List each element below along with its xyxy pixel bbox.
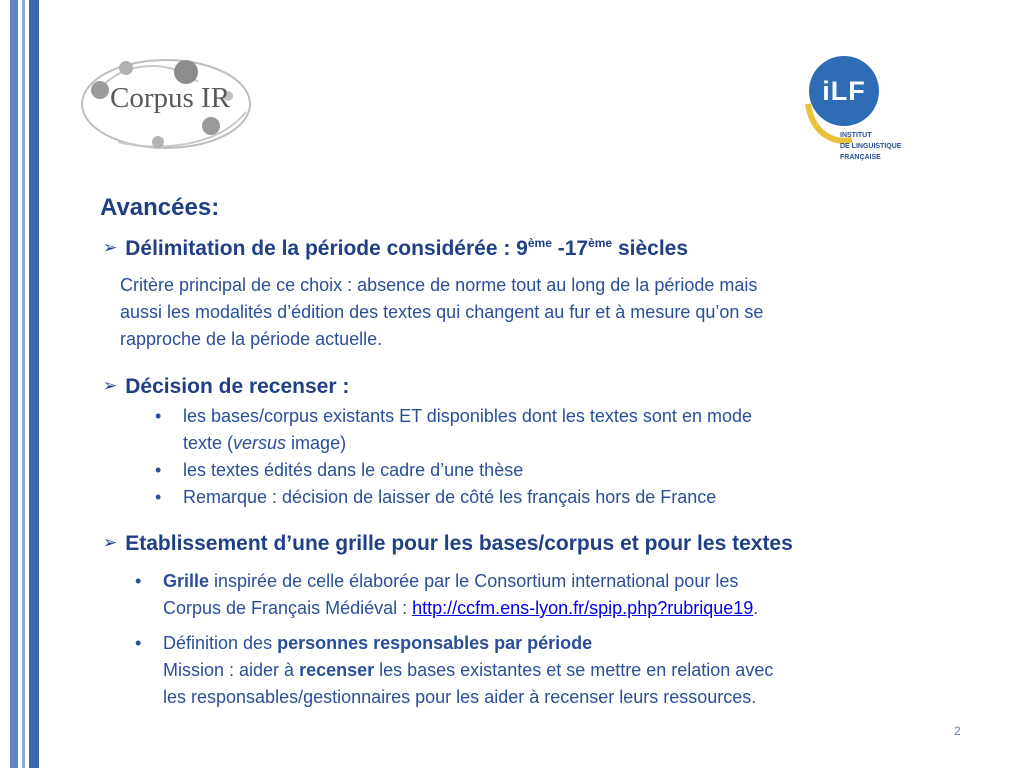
left-decor-bar-thin	[22, 0, 25, 768]
bullet-icon: •	[155, 487, 162, 507]
ccfm-link[interactable]: http://ccfm.ens-lyon.fr/spip.php?rubrique19	[412, 598, 754, 618]
ilf-logo-caption: INSTITUT DE LINGUISTIQUE FRANÇAISE	[840, 132, 902, 161]
arrow-bullet-icon: ➢	[103, 238, 118, 257]
corpus-ir-logo	[78, 52, 260, 160]
section-1-heading: ➢ Délimitation de la période considérée : 9ème -17ème siècles	[103, 236, 689, 260]
list-item: • Remarque : décision de laisser de côté les français hors de France	[183, 484, 716, 511]
list-item: • Définition des personnes responsables par période Mission : aider à recenser les bases existantes et se mettre en relation avec les responsables/gestionnaires pour les aider à recenser leurs ressources.	[163, 630, 773, 711]
section-1-text: Critère principal de ce choix : absence de norme tout au long de la période mais aussi les modalités d’édition des textes qui changent au fur et à mesure qu’on se rapproche de la période actuelle.	[120, 275, 764, 349]
slide-title: Avancées:	[100, 194, 220, 221]
corpus-ir-logo-text: Corpus IR	[110, 82, 231, 114]
bullet-icon: •	[155, 460, 162, 480]
arrow-bullet-icon: ➢	[103, 533, 118, 552]
bullet-icon: •	[135, 571, 142, 591]
section-3-heading: ➢ Etablissement d’une grille pour les bases/corpus et pour les textes	[103, 532, 793, 555]
list-item: • les textes édités dans le cadre d’une thèse	[183, 457, 523, 484]
ilf-logo	[802, 52, 932, 176]
bullet-icon: •	[155, 406, 162, 426]
left-decor-bar	[10, 0, 18, 768]
arrow-bullet-icon: ➢	[103, 376, 118, 395]
section-2-heading: ➢ Décision de recenser :	[103, 375, 350, 398]
left-decor-bar-wide	[29, 0, 39, 768]
list-item: • les bases/corpus existants ET disponibles dont les textes sont en mode texte (versus image)	[183, 403, 752, 457]
bullet-icon: •	[135, 633, 142, 653]
ilf-logo-circle: iLF	[809, 56, 879, 126]
page-number: 2	[954, 724, 961, 738]
list-item: • Grille inspirée de celle élaborée par le Consortium international pour les Corpus de Français Médiéval : http://ccfm.ens-lyon.fr/spip.php?rubrique19.	[163, 568, 758, 622]
